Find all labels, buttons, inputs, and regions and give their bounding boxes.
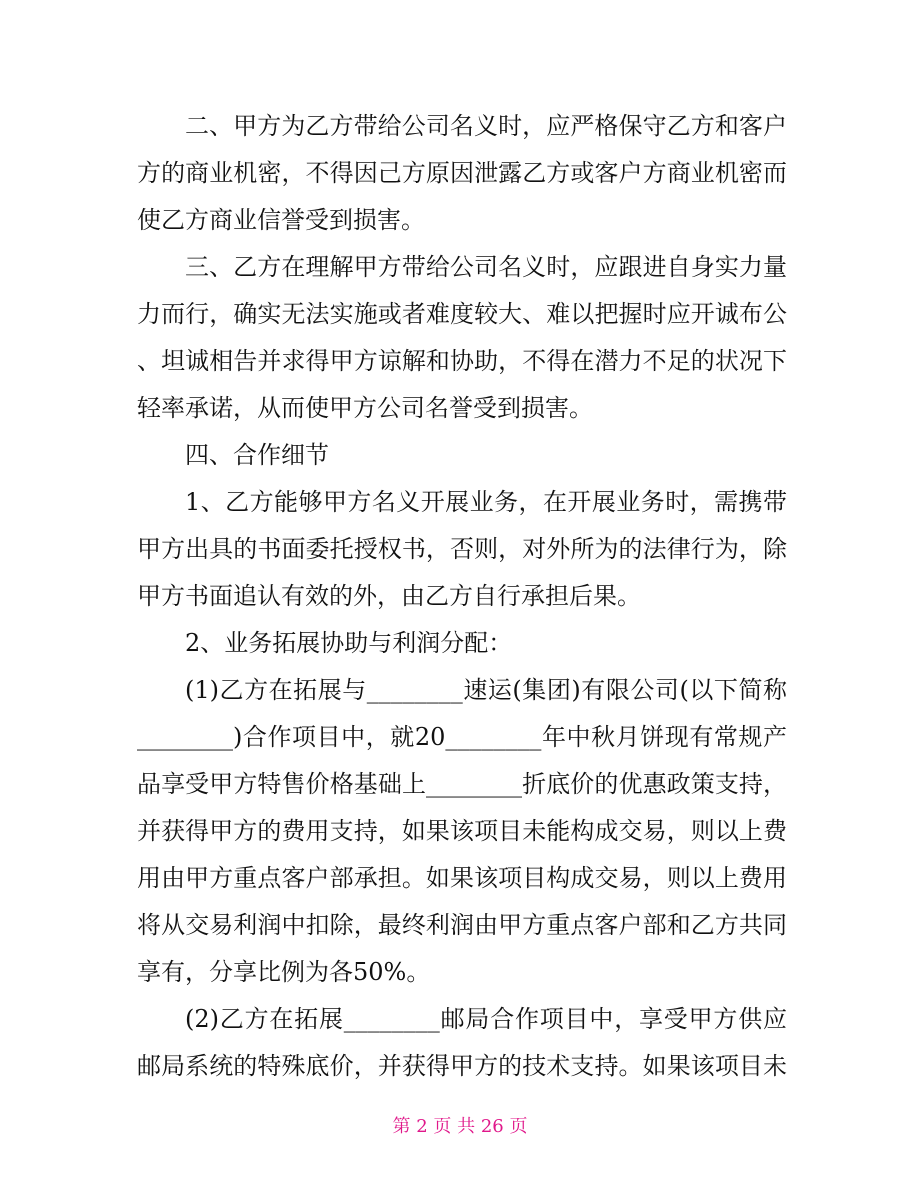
paragraph-line: 并获得甲方的费用支持，如果该项目未能构成交易，则以上费: [137, 817, 787, 845]
paragraph-line: (2)乙方在拓展________邮局合作项目中，享受甲方供应: [185, 1005, 787, 1033]
paragraph-1: [137, 103, 787, 244]
paragraph-5: [137, 667, 787, 996]
paragraph-3: [137, 479, 787, 620]
document-body: [137, 103, 787, 1090]
paragraph-4: [137, 620, 787, 667]
paragraph-line: 三、乙方在理解甲方带给公司名义时，应跟进自身实力量: [185, 253, 787, 281]
paragraph-line: 甲方书面追认有效的外，由乙方自行承担后果。: [137, 582, 641, 610]
paragraph-line: 2、业务拓展协助与利润分配：: [185, 629, 513, 657]
paragraph-line: 甲方出具的书面委托授权书，否则，对外所为的法律行为，除: [137, 535, 787, 563]
paragraph-line: 将从交易利润中扣除，最终利润由甲方重点客户部和乙方共同: [137, 911, 787, 939]
paragraph-line: 、坦诚相告并求得甲方谅解和协助，不得在潜力不足的状况下: [137, 347, 787, 375]
section-heading-text: 四、合作细节: [185, 441, 329, 469]
paragraph-line: 享有，分享比例为各50%。: [137, 958, 431, 986]
section-heading: [137, 432, 787, 479]
paragraph-line: 1、乙方能够甲方名义开展业务，在开展业务时，需携带: [185, 488, 787, 516]
paragraph-2: [137, 244, 787, 432]
paragraph-line: 力而行，确实无法实施或者难度较大、难以把握时应开诚布公: [137, 300, 787, 328]
paragraph-line: (1)乙方在拓展与________速运(集团)有限公司(以下简称: [185, 676, 787, 704]
paragraph-line: 品享受甲方特售价格基础上________折底价的优惠政策支持，: [137, 770, 787, 798]
paragraph-line: 轻率承诺，从而使甲方公司名誉受到损害。: [137, 394, 593, 422]
paragraph-line: 使乙方商业信誉受到损害。: [137, 206, 425, 234]
paragraph-line: 方的商业机密，不得因己方原因泄露乙方或客户方商业机密而: [137, 159, 787, 187]
paragraph-line: 邮局系统的特殊底价，并获得甲方的技术支持。如果该项目未: [137, 1052, 787, 1080]
paragraph-6: [137, 996, 787, 1090]
paragraph-line: ________)合作项目中，就20________年中秋月饼现有常规产: [137, 723, 787, 751]
paragraph-line: 用由甲方重点客户部承担。如果该项目构成交易，则以上费用: [137, 864, 787, 892]
page-number-footer: 第 2 页 共 26 页: [392, 1116, 528, 1137]
paragraph-line: 二、甲方为乙方带给公司名义时，应严格保守乙方和客户: [185, 112, 787, 140]
